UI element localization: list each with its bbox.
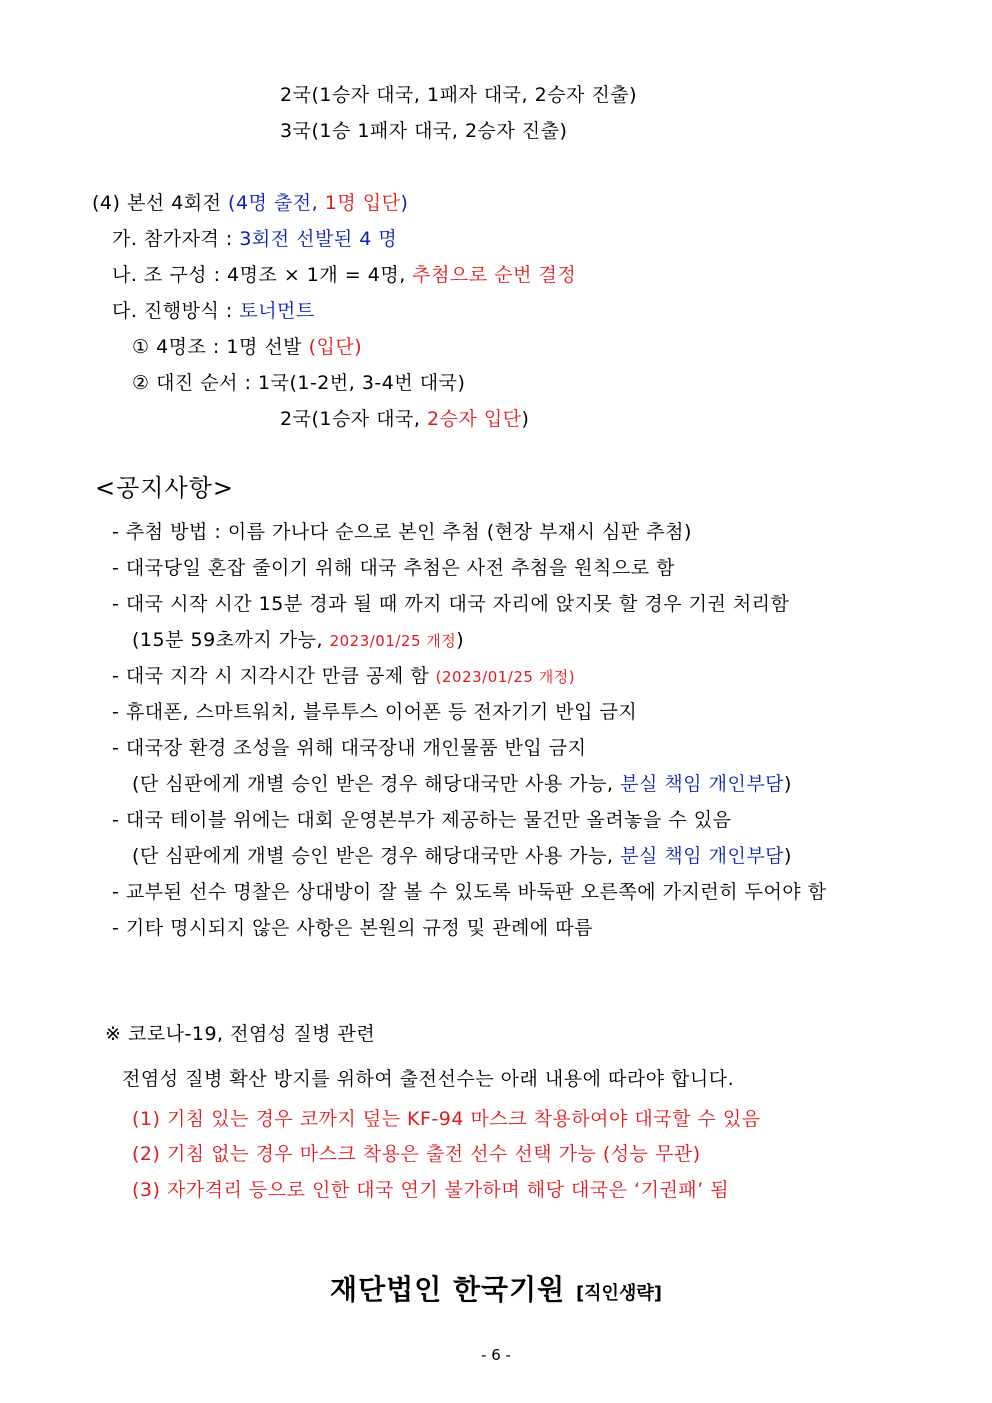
notice-item: - 대국 테이블 위에는 대회 운영본부가 제공하는 물건만 올려놓을 수 있음 — [112, 809, 732, 831]
notice-item: - 휴대폰, 스마트워치, 블루투스 이어폰 등 전자기기 반입 금지 — [112, 701, 638, 723]
notice-item: - 대국당일 혼잡 줄이기 위해 대국 추첨은 사전 추첨을 원칙으로 함 — [112, 557, 675, 579]
covid-rule: (3) 자가격리 등으로 인한 대국 연기 불가하며 해당 대국은 ‘기권패’ 됨 — [132, 1179, 730, 1201]
round4-item1: ① 4명조 : 1명 선발 (입단) — [132, 336, 363, 358]
covid-intro: 전염성 질병 확산 방지를 위하여 출전선수는 아래 내용에 따라야 합니다. — [122, 1068, 735, 1090]
covid-rule: (1) 기침 있는 경우 코까지 덮는 KF-94 마스크 착용하여야 대국할 수 있음 — [132, 1108, 761, 1130]
round4-item2-cont: 2국(1승자 대국, 2승자 입단) — [280, 408, 530, 430]
seal-omitted: [직인생략] — [575, 1283, 662, 1304]
notice-item: - 추첨 방법 : 이름 가나다 순으로 본인 추첨 (현장 부재시 심판 추첨) — [112, 521, 692, 543]
covid-rule: (2) 기침 없는 경우 마스크 착용은 출전 선수 선택 가능 (성능 무관) — [132, 1143, 701, 1165]
round3-game2: 2국(1승자 대국, 1패자 대국, 2승자 진출) — [280, 84, 638, 106]
notice-item-cont: (단 심판에게 개별 승인 받은 경우 해당대국만 사용 가능, 분실 책임 개인부담) — [132, 845, 792, 867]
notice-item: - 대국 시작 시간 15분 경과 될 때 까지 대국 자리에 앉지못 할 경우 기권 처리함 — [112, 593, 790, 615]
notice-item-cont: (단 심판에게 개별 승인 받은 경우 해당대국만 사용 가능, 분실 책임 개인부담) — [132, 773, 792, 795]
notice-item: - 대국 지각 시 지각시간 만큼 공제 함 (2023/01/25 개정) — [112, 665, 576, 687]
round4-item2: ② 대진 순서 : 1국(1-2번, 3-4번 대국) — [132, 372, 466, 394]
covid-title: ※ 코로나-19, 전염성 질병 관련 — [105, 1023, 376, 1045]
round4-qualification: 가. 참가자격 : 3회전 선발된 4 명 — [112, 228, 398, 250]
notice-item: - 대국장 환경 조성을 위해 대국장내 개인물품 반입 금지 — [112, 737, 587, 759]
round3-game3: 3국(1승 1패자 대국, 2승자 진출) — [280, 120, 568, 142]
notice-item: - 교부된 선수 명찰은 상대방이 잘 볼 수 있도록 바둑판 오른쪽에 가지런히 두어야 함 — [112, 881, 827, 903]
round4-title: (4) 본선 4회전 (4명 출전, 1명 입단) — [92, 192, 409, 214]
notice-item-cont: (15분 59초까지 가능, 2023/01/25 개정) — [132, 629, 465, 651]
notice-item: - 기타 명시되지 않은 사항은 본원의 규정 및 관례에 따름 — [112, 917, 594, 939]
organization-name: 재단법인 한국기원 — [330, 1273, 576, 1306]
round4-group: 나. 조 구성 : 4명조 × 1개 = 4명, 추첨으로 순번 결정 — [112, 264, 577, 286]
issuer-line — [0, 1268, 992, 1308]
page-number: - 6 - — [481, 1346, 511, 1364]
notice-title: <공지사항> — [95, 474, 234, 502]
round4-method: 다. 진행방식 : 토너먼트 — [112, 300, 315, 322]
